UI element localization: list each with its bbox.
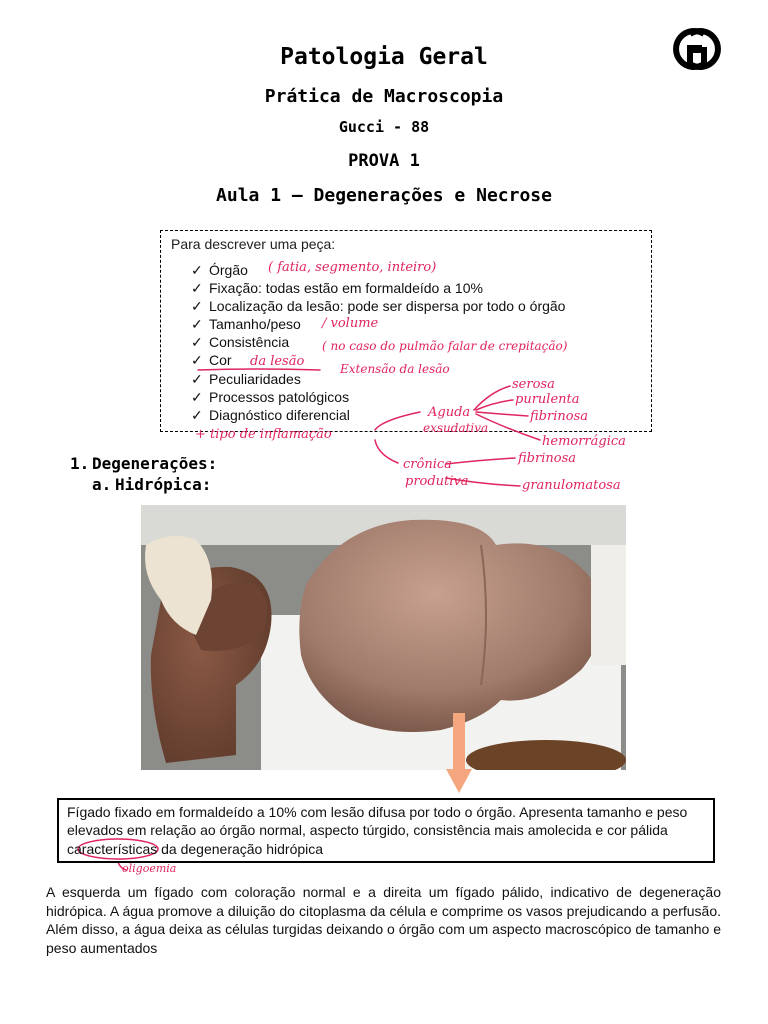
note-serosa: serosa bbox=[512, 377, 555, 392]
checklist-item: ✓ Tamanho/peso bbox=[191, 316, 301, 333]
check-icon: ✓ bbox=[191, 388, 203, 405]
check-icon: ✓ bbox=[191, 280, 203, 297]
check-icon: ✓ bbox=[191, 334, 203, 351]
page-title: Patologia Geral bbox=[280, 44, 488, 70]
check-icon: ✓ bbox=[191, 370, 203, 387]
subsection-heading: Hidrópica: bbox=[115, 475, 212, 494]
note-exsudativa: exsudativa bbox=[423, 421, 489, 435]
caption-box bbox=[57, 798, 715, 863]
note-granulomatosa: granulomatosa bbox=[522, 478, 621, 493]
note-extensao: Extensão da lesão bbox=[340, 362, 450, 376]
subsection-letter: a. bbox=[92, 475, 112, 494]
page-subtitle: Prática de Macroscopia bbox=[264, 86, 504, 107]
note-orgao: ( fatia, segmento, inteiro) bbox=[268, 260, 437, 275]
checklist-item: ✓ Fixação: todas estão em formaldeído a 10% bbox=[191, 280, 483, 297]
check-icon: ✓ bbox=[191, 262, 203, 278]
caption-text: Fígado fixado em formaldeído a 10% com lesão difusa por todo o órgão. Apresenta tamanho e peso elevados em relação ao órgão normal, aspecto túrgido, consistência mais amolecida e cor pálida características da degeneração hidrópica bbox=[67, 804, 688, 857]
note-oligoemia: oligoemia bbox=[122, 862, 177, 875]
checklist-item: ✓ Órgão bbox=[191, 262, 248, 278]
checklist-item: ✓ Processos patológicos bbox=[191, 388, 350, 405]
checklist-item: ✓ Diagnóstico diferencial bbox=[191, 406, 350, 423]
check-icon: ✓ bbox=[191, 352, 203, 369]
describe-intro: Para descrever uma peça: bbox=[171, 236, 336, 252]
right-glove bbox=[591, 545, 626, 665]
note-fibrinosa-cronica: fibrinosa bbox=[518, 451, 576, 466]
checklist-item: ✓ Consistência bbox=[191, 334, 290, 351]
note-cor: da lesão bbox=[250, 354, 305, 369]
note-tipo-inflamacao: + tipo de inflamação bbox=[195, 427, 332, 442]
explanation-paragraph: A esquerda um fígado com coloração normal e a direita um fígado pálido, indicativo de degeneração hidrópica. A água promove a diluição do citoplasma da célula e comprime os vasos prejudicando a perfusão. Além disso, a água deixa as células turgidas deixando o órgão com um aspecto macroscópico de tamanho e peso aumentados bbox=[46, 884, 721, 956]
lesson-title: Aula 1 – Degenerações e Necrose bbox=[216, 185, 552, 206]
checklist-item: ✓ Cor bbox=[191, 352, 232, 369]
note-cronica: crônica bbox=[403, 457, 452, 472]
section-heading: Degenerações: bbox=[92, 454, 218, 473]
check-icon: ✓ bbox=[191, 316, 203, 333]
exam-label: PROVA 1 bbox=[348, 151, 420, 171]
liver-photo bbox=[141, 505, 626, 770]
note-produtiva: produtiva bbox=[405, 474, 469, 489]
down-arrow-icon bbox=[446, 713, 472, 793]
author-label: Gucci - 88 bbox=[338, 118, 430, 136]
gucci-logo-icon bbox=[660, 24, 734, 74]
checklist-item: ✓ Peculiaridades bbox=[191, 370, 301, 387]
section-number: 1. bbox=[70, 454, 90, 473]
note-hemorragica: hemorrágica bbox=[542, 434, 626, 449]
arrow-fibrinosa-cronica bbox=[446, 458, 515, 464]
checklist-item: ✓ Localização da lesão: pode ser dispersa por todo o órgão bbox=[191, 298, 566, 315]
note-aguda: Aguda bbox=[428, 405, 471, 420]
brace-to-cronica bbox=[375, 440, 398, 463]
note-fibrinosa-aguda: fibrinosa bbox=[530, 409, 588, 424]
check-icon: ✓ bbox=[191, 406, 203, 423]
note-consistencia: ( no caso do pulmão falar de crepitação) bbox=[322, 339, 568, 353]
check-icon: ✓ bbox=[191, 298, 203, 315]
note-purulenta: purulenta bbox=[515, 392, 580, 407]
note-tamanho: / volume bbox=[322, 316, 379, 331]
